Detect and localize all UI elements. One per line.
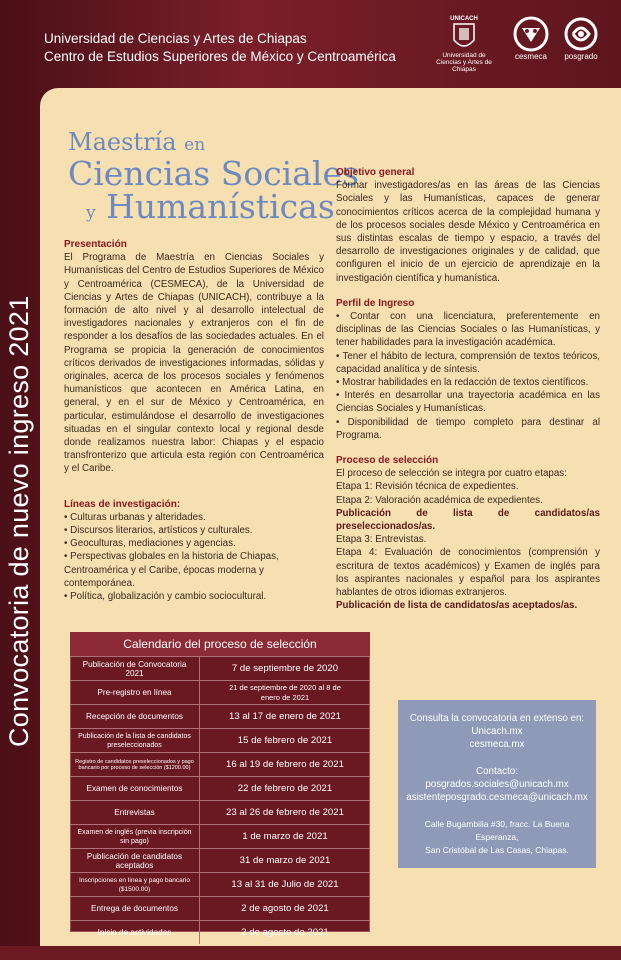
calendar-title: Calendario del proceso de selección	[70, 632, 370, 656]
proceso-heading: Proceso de selección	[336, 455, 439, 467]
contact-web1[interactable]: Unicach.mx	[471, 726, 523, 737]
posgrado-emblem-icon	[563, 16, 599, 52]
table-row	[70, 920, 370, 944]
table-row	[70, 872, 370, 896]
header	[44, 30, 396, 66]
lineas-item: • Geoculturas, mediaciones y agencias.	[64, 538, 236, 550]
calendar-event: Examen de inglés (previa inscripción sin pago)	[70, 825, 200, 848]
left-column	[64, 238, 324, 603]
bottom-band	[0, 946, 621, 960]
calendar-date: 31 de marzo de 2021	[239, 854, 331, 866]
calendar-date: 13 al 17 de enero de 2021	[228, 710, 342, 722]
calendar-table	[70, 632, 370, 938]
proceso-etapa2: Etapa 2: Valoración académica de expedientes.	[336, 494, 543, 506]
calendar-date: 2 de agosto de 2021	[241, 902, 329, 914]
right-column	[336, 166, 600, 613]
perfil-item: • Contar con una licenciatura, preferentemente en disciplinas de las Ciencias Sociales o las Humanísticas, y tener habilidades para la investigación académica.	[336, 311, 600, 349]
unicach-logo	[429, 16, 499, 73]
cesmeca-logo-label: cesmeca	[514, 52, 547, 61]
calendar-event: Publicación de candidatos aceptados	[70, 849, 200, 872]
calendar-date: 23 al 26 de febrero de 2021	[226, 806, 344, 818]
lineas-item: • Perspectivas globales en la historia de Chiapas, Centroamérica y el Caribe, épocas moderna y contemporánea.	[64, 551, 279, 589]
title-line3-small: y	[86, 203, 96, 223]
posgrado-logo	[563, 16, 599, 61]
calendar-date: 15 de febrero de 2021	[237, 734, 333, 746]
calendar-event: Publicación de Convocatoria 2021	[70, 657, 200, 680]
perfil-item: • Disponibilidad de tiempo completo para destinar al Programa.	[336, 416, 600, 441]
contact-email2[interactable]: asistenteposgrado.cesmeca@unicach.mx	[406, 792, 588, 803]
proceso-etapa4: Etapa 4: Evaluación de conocimientos (comprensión y escritura de textos académicos) y Examen de inglés para los aspirantes nacionales y español para los aspirantes hablantes de otros idiomas extranjeros.	[336, 547, 600, 599]
presentacion-heading: Presentación	[64, 239, 127, 250]
table-row	[70, 824, 370, 848]
unicach-logo-caption: Universidad de Ciencias y Artes de Chiapas	[436, 52, 492, 73]
title-line1-small: en	[184, 135, 206, 155]
cesmeca-emblem-icon	[513, 16, 549, 52]
calendar-date: 7 de septiembre de 2020	[231, 662, 339, 674]
center-name: Centro de Estudios Superiores de México y Centroamérica	[44, 49, 396, 64]
perfil-item: • Interés en desarrollar una trayectoria académica en las Ciencias Sociales y Humanísticas.	[336, 390, 600, 415]
title-line1: Maestría	[68, 128, 177, 156]
cesmeca-logo	[513, 16, 549, 61]
contact-email1[interactable]: posgrados.sociales@unicach.mx	[425, 779, 569, 790]
posgrado-logo-label: posgrado	[564, 52, 598, 61]
calendar-event: Entrevistas	[70, 801, 200, 824]
proceso-pub2: Publicación de lista de candidatos/as aceptados/as.	[336, 600, 578, 612]
lineas-item: • Culturas urbanas y alteridades.	[64, 511, 206, 523]
contact-label: Contacto:	[476, 766, 518, 777]
contact-box	[398, 700, 596, 868]
calendar-event: Registro de candidatos preseleccionados y pago bancario por proceso de selección ($1200.00)	[70, 753, 200, 776]
contact-address1: Calle Bugambilia #30, fracc. La Buena Esperanza,	[424, 819, 570, 842]
table-row	[70, 728, 370, 752]
perfil-heading: Perfil de Ingreso	[336, 297, 415, 309]
calendar-event: Pre-registro en línea	[70, 681, 200, 704]
contact-web2[interactable]: cesmeca.mx	[469, 739, 525, 750]
contact-address2: San Cristóbal de Las Casas, Chiapas.	[425, 845, 569, 855]
contact-consulta: Consulta la convocatoria en extenso en:	[409, 713, 585, 724]
calendar-event: Inicio de actividades	[70, 921, 200, 944]
calendar-date: 16 al 19 de febrero de 2021	[226, 758, 344, 770]
proceso-intro: El proceso de selección se integra por cuatro etapas:	[336, 468, 567, 480]
perfil-item: • Mostrar habilidades en la redacción de textos científicos.	[336, 377, 589, 389]
lineas-heading: Líneas de investigación:	[64, 498, 181, 510]
calendar-date: 22 de febrero de 2021	[237, 782, 333, 794]
title-line3: Humanísticas	[106, 187, 335, 226]
table-row	[70, 680, 370, 704]
table-row	[70, 776, 370, 800]
lineas-item: • Discursos literarios, artísticos y culturales.	[64, 525, 253, 537]
calendar-event: Entrega de documentos	[70, 897, 200, 920]
calendar-date: 21 de septiembre de 2020 al 8 de enero de 2021	[229, 682, 341, 702]
title-line2: Ciencias Sociales	[68, 154, 359, 193]
proceso-pub1: Publicación de lista de candidatos/as preseleccionados/as.	[336, 507, 600, 533]
objetivo-heading: Objetivo general	[336, 167, 415, 178]
calendar-date: 2 de agosto de 2021	[241, 926, 329, 938]
perfil-item: • Tener el hábito de lectura, comprensión de textos teóricos, capacidad analítica y de síntesis.	[336, 350, 600, 375]
logos	[429, 16, 599, 73]
proceso-etapa1: Etapa 1: Revisión técnica de expedientes.	[336, 481, 519, 493]
university-name: Universidad de Ciencias y Artes de Chiapas	[44, 31, 307, 46]
proceso-etapa3: Etapa 3: Entrevistas.	[336, 534, 427, 546]
calendar-event: Publicación de la lista de candidatos preseleccionados	[70, 729, 200, 752]
unicach-logo-top: UNICACH	[450, 16, 478, 22]
calendar-date: 13 al 31 de Julio de 2021	[231, 878, 339, 890]
table-row	[70, 848, 370, 872]
calendar-event: Examen de conocimientos	[70, 777, 200, 800]
calendar-event: Recepción de documentos	[70, 705, 200, 728]
calendar-event: Inscripciones en línea y pago bancario ($1500.00)	[70, 873, 200, 896]
presentacion-text: El Programa de Maestría en Ciencias Sociales y Humanísticas del Centro de Estudios Superiores de México y Centroamérica (CESMECA), de la Universidad de Ciencias y Artes de Chiapas (UNICACH), contribuye a la formación de alto nivel y al desarrollo intelectual de investigadores nacionales y extranjeros con el fin de responder a los desafíos de las sociedades actuales. En el Programa se propicia la generación de conocimientos críticos derivados de investigaciones informadas, sólidas y originales, acerca de los procesos sociales y fenómenos humanísticos que acontecen en América Latina, en general, y en el sur de México y Centroamérica, en particular, estimulándose el desarrollo de investigaciones situadas en el singular contexto local y regional desde donde realizamos nuestra labor: Chiapas y el espacio transfronterizo que articula esta región con Centroamérica y el Caribe.	[64, 252, 324, 475]
vertical-title: Convocatoria de nuevo ingreso 2021	[4, 295, 34, 747]
objetivo-text: Formar investigadores/as en las áreas de las Ciencias Sociales y las Humanísticas, capaces de generar conocimientos críticos acerca de la complejidad humana y de los procesos sociales desde México y Centroamérica en sus distintas escalas de tiempo y espacio, a través del desarrollo de investigaciones originales y de calidad, que configuren el inicio de un ejercicio de aprendizaje en la investigación científica y humanística.	[336, 180, 600, 284]
table-row	[70, 752, 370, 776]
table-row	[70, 704, 370, 728]
table-row	[70, 800, 370, 824]
lineas-item: • Política, globalización y cambio sociocultural.	[64, 591, 267, 603]
calendar-date: 1 de marzo de 2021	[242, 830, 328, 842]
table-row	[70, 896, 370, 920]
program-title	[68, 128, 359, 226]
unicach-seal-icon	[451, 22, 477, 52]
table-row	[70, 656, 370, 680]
